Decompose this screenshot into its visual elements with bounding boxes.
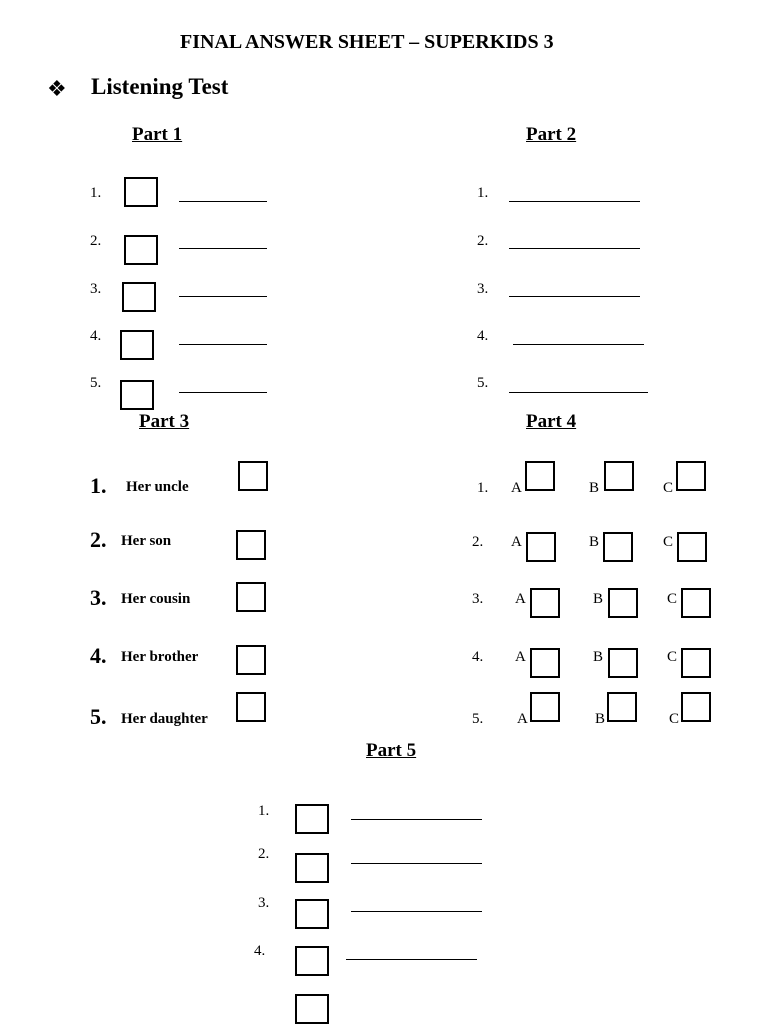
part4-choice-a-label: A (517, 711, 528, 727)
part4-number-3: 3. (472, 591, 484, 607)
part1-answer-line-3[interactable] (179, 296, 267, 297)
part2-answer-line-4[interactable] (513, 344, 644, 345)
part3-number-5: 5. (90, 704, 107, 729)
part4-choice-c-label: C (667, 591, 678, 607)
part4-box-1-a[interactable] (525, 461, 555, 491)
part1-answer-line-4[interactable] (179, 344, 267, 345)
part2-number-1: 1. (477, 185, 489, 201)
part4-box-5-a[interactable] (530, 692, 560, 722)
part1-number-1: 1. (90, 185, 102, 201)
part4-choice-b-label: B (595, 711, 606, 727)
part4-choice-c-label: C (663, 480, 674, 496)
section-title: Listening Test (91, 74, 229, 99)
part4-box-5-b[interactable] (607, 692, 637, 722)
part4-box-3-a[interactable] (530, 588, 560, 618)
part1-title: Part 1 (132, 124, 183, 145)
part1-answer-box-2[interactable] (124, 235, 158, 265)
part4-choice-b-label: B (593, 649, 604, 665)
part4-choice-a-label: A (511, 480, 522, 496)
part5-number-2: 2. (258, 846, 270, 862)
part5-answer-line-4[interactable] (346, 959, 477, 960)
part4-box-2-b[interactable] (603, 532, 633, 562)
part2-answer-line-2[interactable] (509, 248, 640, 249)
part5-answer-box-4[interactable] (295, 946, 329, 976)
part5-number-1: 1. (258, 803, 270, 819)
part1-answer-line-1[interactable] (179, 201, 267, 202)
part3-number-2: 2. (90, 527, 107, 552)
part4-box-4-a[interactable] (530, 648, 560, 678)
part5-number-3: 3. (258, 895, 270, 911)
part4-box-5-c[interactable] (681, 692, 711, 722)
part3-option-4: Her brother (121, 649, 199, 665)
part1-answer-box-5[interactable] (120, 380, 154, 410)
part4-choice-a-label: A (511, 534, 522, 550)
diamond-bullet-icon: ❖ (47, 76, 67, 101)
part2-number-5: 5. (477, 375, 489, 391)
part4-box-3-c[interactable] (681, 588, 711, 618)
part5-title: Part 5 (366, 740, 417, 761)
part4-box-4-b[interactable] (608, 648, 638, 678)
part5-answer-box-5[interactable] (295, 994, 329, 1024)
part4-box-1-c[interactable] (676, 461, 706, 491)
part1-answer-line-2[interactable] (179, 248, 267, 249)
part1-number-3: 3. (90, 281, 102, 297)
part3-number-1: 1. (90, 473, 107, 498)
part5-answer-line-2[interactable] (351, 863, 482, 864)
part3-answer-box-4[interactable] (236, 645, 266, 675)
part4-box-1-b[interactable] (604, 461, 634, 491)
part4-number-5: 5. (472, 711, 484, 727)
part4-choice-b-label: B (589, 480, 600, 496)
part4-number-1: 1. (477, 480, 489, 496)
part3-option-5: Her daughter (121, 711, 208, 727)
part2-answer-line-1[interactable] (509, 201, 640, 202)
part3-number-3: 3. (90, 585, 107, 610)
part2-number-3: 3. (477, 281, 489, 297)
part5-answer-box-2[interactable] (295, 853, 329, 883)
part4-title: Part 4 (526, 411, 577, 432)
part5-answer-line-1[interactable] (351, 819, 482, 820)
part5-answer-box-3[interactable] (295, 899, 329, 929)
part2-number-2: 2. (477, 233, 489, 249)
part4-box-2-a[interactable] (526, 532, 556, 562)
part5-answer-box-1[interactable] (295, 804, 329, 834)
part1-number-5: 5. (90, 375, 102, 391)
part2-title: Part 2 (526, 124, 577, 145)
part4-number-4: 4. (472, 649, 484, 665)
part1-answer-box-4[interactable] (120, 330, 154, 360)
part4-box-4-c[interactable] (681, 648, 711, 678)
part4-choice-c-label: C (663, 534, 674, 550)
part5-number-4: 4. (254, 943, 266, 959)
part4-choice-a-label: A (515, 591, 526, 607)
part4-number-2: 2. (472, 534, 484, 550)
part1-answer-line-5[interactable] (179, 392, 267, 393)
part1-number-2: 2. (90, 233, 102, 249)
part3-answer-box-3[interactable] (236, 582, 266, 612)
part4-box-2-c[interactable] (677, 532, 707, 562)
part1-answer-box-1[interactable] (124, 177, 158, 207)
part2-answer-line-3[interactable] (509, 296, 640, 297)
part4-choice-a-label: A (515, 649, 526, 665)
part5-answer-line-3[interactable] (351, 911, 482, 912)
part3-answer-box-5[interactable] (236, 692, 266, 722)
part1-number-4: 4. (90, 328, 102, 344)
part2-answer-line-5[interactable] (509, 392, 648, 393)
part3-answer-box-1[interactable] (238, 461, 268, 491)
part3-title: Part 3 (139, 411, 190, 432)
part4-choice-b-label: B (589, 534, 600, 550)
part4-choice-b-label: B (593, 591, 604, 607)
part4-box-3-b[interactable] (608, 588, 638, 618)
part4-choice-c-label: C (669, 711, 680, 727)
part3-option-1: Her uncle (126, 479, 189, 495)
page-title: FINAL ANSWER SHEET – SUPERKIDS 3 (180, 31, 554, 53)
part3-number-4: 4. (90, 643, 107, 668)
part4-choice-c-label: C (667, 649, 678, 665)
part3-option-3: Her cousin (121, 591, 191, 607)
part2-number-4: 4. (477, 328, 489, 344)
part1-answer-box-3[interactable] (122, 282, 156, 312)
part3-option-2: Her son (121, 533, 172, 549)
part3-answer-box-2[interactable] (236, 530, 266, 560)
